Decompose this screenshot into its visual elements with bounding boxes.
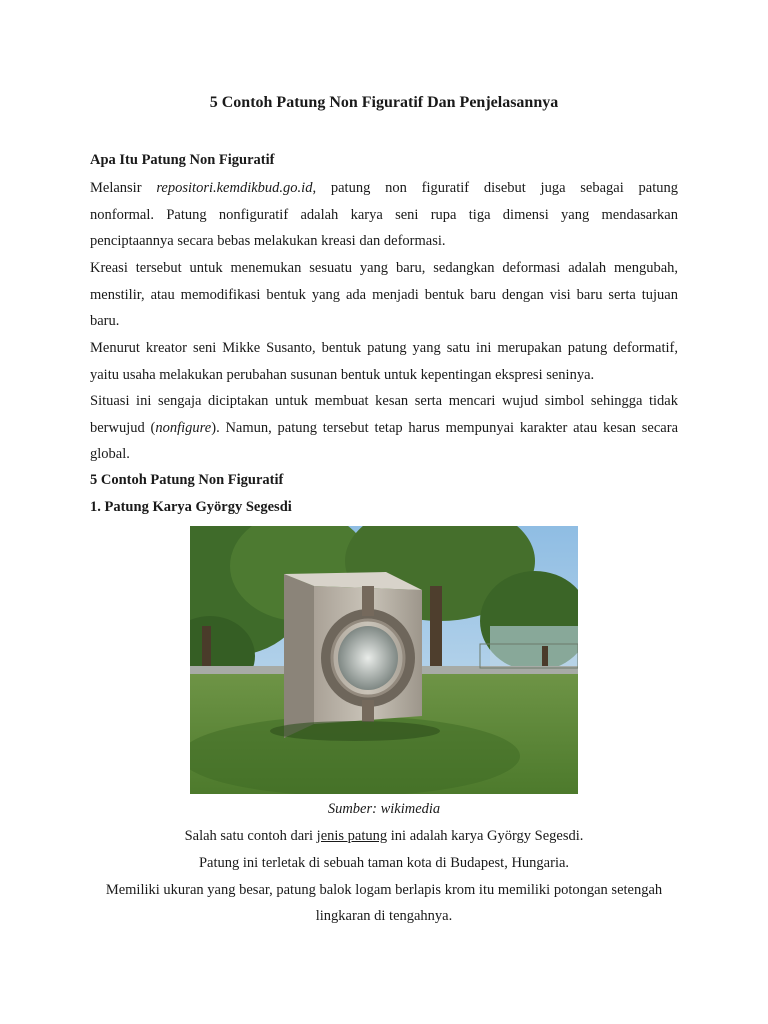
text-span: Melansir	[90, 180, 157, 196]
paragraph-line: yaitu usaha melakukan perubahan susunan bentuk untuk kepentingan ekspresi seninya.	[90, 366, 595, 383]
paragraph-line: Menurut kreator seni Mikke Susanto, bentuk patung yang satu ini merupakan patung deformatif,	[90, 340, 678, 356]
text-span: ini adalah karya György Segesdi.	[387, 828, 584, 844]
page-title: 5 Contoh Patung Non Figuratif Dan Penjelasannya	[209, 94, 559, 111]
paragraph-line	[90, 415, 678, 442]
paragraph-line: Situasi ini sengaja diciptakan untuk membuat kesan serta mencari wujud simbol sehingga tidak	[90, 393, 678, 409]
description-line-3: Memiliki ukuran yang besar, patung balok logam berlapis krom itu memiliki potongan setengah	[105, 882, 663, 898]
paragraph-line: menstilir, atau memodifikasi bentuk yang ada menjadi bentuk baru dengan visi baru serta tujuan	[90, 286, 678, 303]
paragraph-definition	[90, 175, 678, 255]
section-heading-examples: 5 Contoh Patung Non Figuratif	[90, 472, 284, 488]
paragraph-situation	[90, 388, 678, 468]
text-span: Salah satu contoh dari	[184, 828, 317, 844]
paragraph-line: penciptaannya secara bebas melakukan kreasi dan deformasi.	[90, 233, 446, 250]
sculpture-photo	[190, 526, 578, 794]
text-span: berwujud (	[90, 419, 156, 436]
jenis-patung-link[interactable]: jenis patung	[316, 828, 388, 844]
text-span: , patung non figuratif disebut juga sebagai patung	[312, 180, 679, 196]
image-caption: Sumber: wikimedia	[327, 801, 441, 817]
sculpture-image	[190, 526, 578, 794]
paragraph-line: baru.	[90, 313, 120, 330]
nonfigure-term: nonfigure	[155, 419, 212, 436]
paragraph-line: nonformal. Patung nonfiguratif adalah karya seni rupa tiga dimensi yang mendasarkan	[90, 206, 678, 223]
paragraph-line	[90, 175, 678, 202]
source-name: repositori.kemdikbud.go.id	[156, 180, 313, 196]
description-line-2: Patung ini terletak di sebuah taman kota di Budapest, Hungaria.	[198, 855, 570, 871]
text-span: ). Namun, patung tersebut tetap harus mempunyai karakter atau kesan secara	[211, 419, 679, 436]
paragraph-creation	[90, 255, 678, 335]
paragraph-mikke-susanto	[90, 335, 678, 388]
section-heading-what-is: Apa Itu Patung Non Figuratif	[90, 152, 275, 168]
paragraph-line: global.	[90, 446, 130, 463]
description-line-4: lingkaran di tengahnya.	[315, 908, 453, 924]
description-line-1	[90, 823, 678, 850]
paragraph-line: Kreasi tersebut untuk menemukan sesuatu yang baru, sedangkan deformasi adalah mengubah,	[90, 260, 678, 276]
example-1-heading: 1. Patung Karya György Segesdi	[90, 499, 292, 515]
